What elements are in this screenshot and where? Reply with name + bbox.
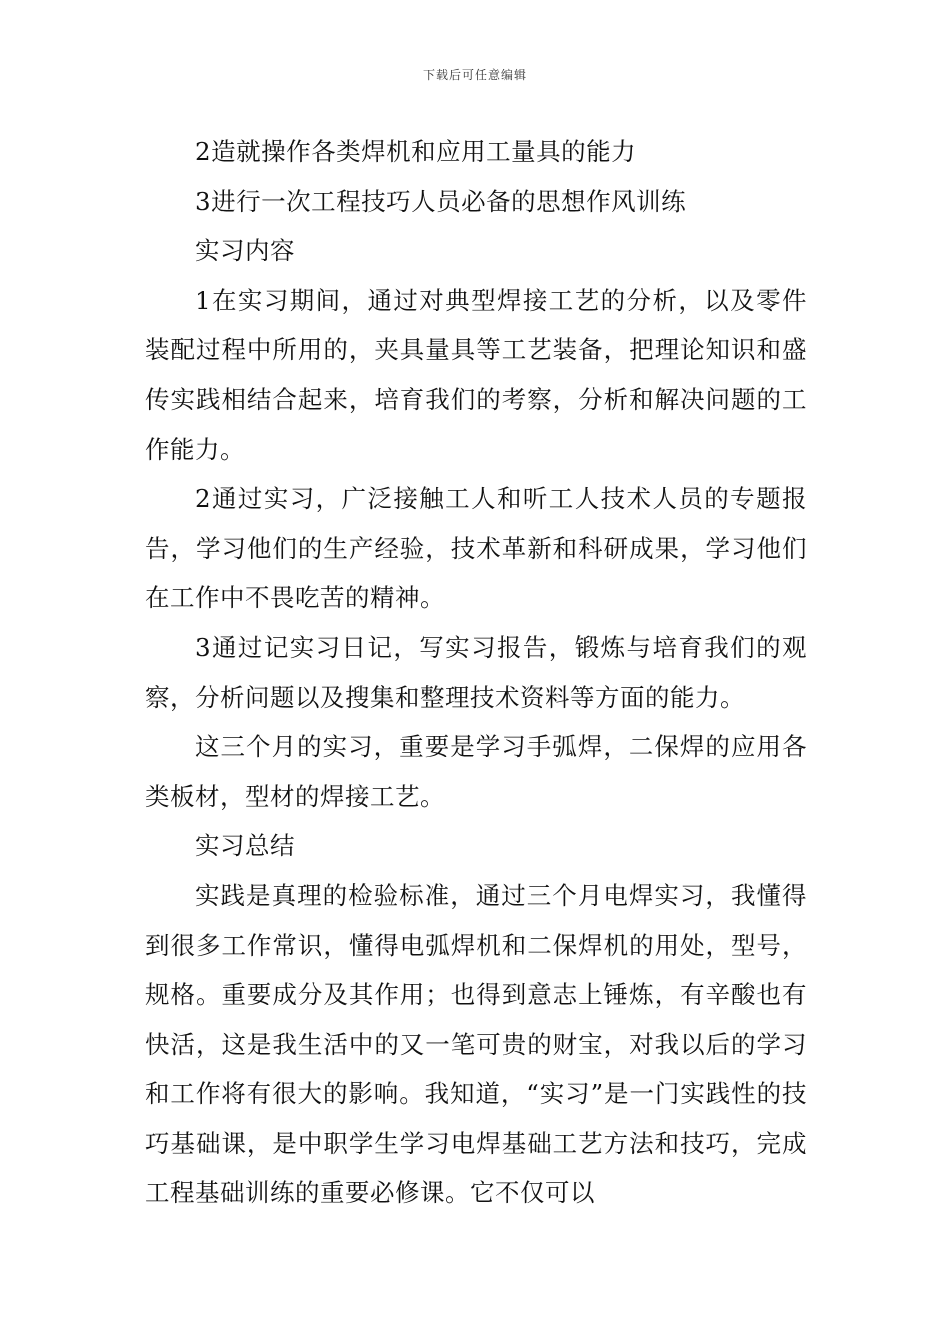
paragraph-summary-body: 实践是真理的检验标准，通过三个月电焊实习，我懂得到很多工作常识，懂得电弧焊机和二保焊机的用处，型号，规格。重要成分及其作用；也得到意志上锤炼，有辛酸也有快活，这是我生活中的又一笔可贵的财宝，对我以后的学习和工作将有很大的影响。我知道，“实习”是一门实践性的技巧基础课，是中职学生学习电焊基础工艺方法和技巧，完成工程基础训练的重要必修课。它不仅可以 [145, 880, 807, 1208]
page-header-note: 下载后可任意编辑 [422, 68, 527, 82]
paragraph-content-2: 2通过实习，广泛接触工人和听工人技术人员的专题报告，学习他们的生产经验，技术革新和科研成果，学习他们在工作中不畏吃苦的精神。 [145, 484, 807, 613]
paragraph-content-1: 1在实习期间，通过对典型焊接工艺的分析，以及零件装配过程中所用的，夹具量具等工艺装备，把理论知识和盛传实践相结合起来，培育我们的考察，分析和解决问题的工作能力。 [145, 285, 807, 464]
paragraph-objective-2: 2造就操作各类焊机和应用工量具的能力 [195, 137, 637, 166]
paragraph-objective-3: 3进行一次工程技巧人员必备的思想作风训练 [195, 186, 687, 216]
paragraph-content-3: 3通过记实习日记，写实习报告，锻炼与培育我们的观察，分析问题以及搜集和整理技术资料等方面的能力。 [145, 632, 807, 712]
section-heading-summary: 实习总结 [195, 831, 295, 861]
section-heading-content: 实习内容 [195, 236, 295, 266]
document-body [145, 127, 807, 1218]
paragraph-content-summary: 这三个月的实习，重要是学习手弧焊，二保焊的应用各类板材，型材的焊接工艺。 [145, 732, 807, 811]
